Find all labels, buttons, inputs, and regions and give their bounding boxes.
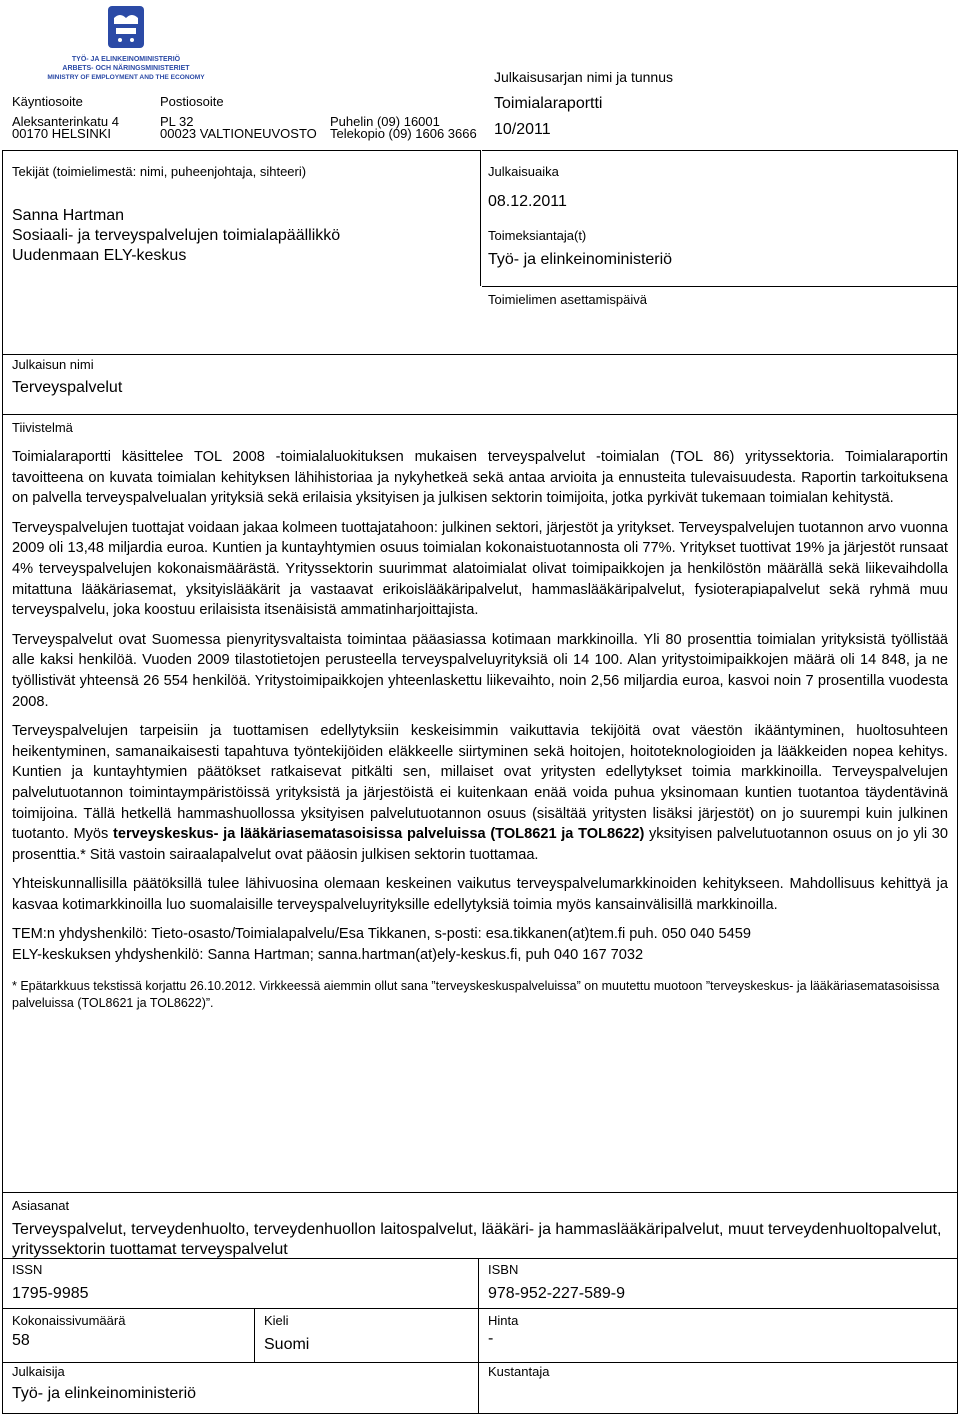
summary-label: Tiivistelmä (12, 420, 73, 435)
issn-value: 1795-9985 (12, 1285, 89, 1302)
price-value: - (488, 1330, 494, 1347)
ministry-logo (26, 4, 226, 84)
postal-box: PL 32 (160, 114, 194, 129)
postal-address-label: Postiosoite (160, 94, 224, 109)
postal-city: 00023 VALTIONEUVOSTO (160, 126, 317, 141)
rule-keywords-top (2, 1192, 958, 1193)
author-org: Uudenmaan ELY-keskus (12, 247, 187, 264)
authors-label: Tekijät (toimielimestä: nimi, puheenjohtaja, sihteeri) (12, 164, 307, 179)
publication-name-value: Terveyspalvelut (12, 379, 123, 396)
author-name: Sanna Hartman (12, 207, 125, 224)
distributor-label: Kustantaja (488, 1364, 550, 1379)
contact-ely: ELY-keskuksen yhdyshenkilö: Sanna Hartman; sanna.hartman(at)ely-keskus.fi, puh 040 167 7032 (12, 947, 644, 964)
commissioner-label: Toimeksiantaja(t) (488, 228, 587, 243)
correction-footnote: * Epätarkkuus tekstissä korjattu 26.10.2012. Virkkeessä aiemmin ollut sana ”terveyskeskuspalveluissa” on muutettu muotoon ”terveyskeskus- ja lääkäriasematasoisissa palveluissa (TOL8621 ja TOL8622)”. (12, 978, 940, 1010)
rule-issn-top (2, 1258, 958, 1259)
rule-summary-top (2, 414, 958, 415)
fax-number: Telekopio (09) 1606 3666 (330, 126, 477, 141)
date-value: 08.12.2011 (488, 193, 567, 210)
commissioner-value: Työ- ja elinkeinoministeriö (488, 251, 673, 268)
logo-line-3: MINISTRY OF EMPLOYMENT AND THE ECONOMY (47, 74, 205, 81)
date-label: Julkaisuaika (488, 164, 559, 179)
summary-paragraph-3: Terveyspalvelut ovat Suomessa pienyritysvaltaista toimintaa pääasiassa kotimaan markkinoilla. Yli 80 prosenttia toimialan yrityksistä työllistää alle kaksi henkilöä. Vuoden 2009 tilastotietojen perusteella terveyspalveluyrityksiä oli 14 100. Alan yritystoimipaikkojen määrä oli 14 848, ja ne työllistivät yhteensä 26 554 henkilöä. Yritystoimipaikkojen yhteenlaskettu liikevaihto, noin 2,56 miljardia euroa, kasvoi noin 7 prosentilla vuodesta 2008. (12, 631, 948, 710)
rule-publisher-top (2, 1362, 958, 1363)
logo-line-1: TYÖ- JA ELINKEINOMINISTERIÖ (71, 56, 181, 63)
rule-appointment-top (482, 286, 958, 287)
visiting-street: Aleksanterinkatu 4 (12, 114, 119, 129)
isbn-value: 978-952-227-589-9 (488, 1285, 625, 1302)
summary-paragraph-4-bold: terveyskeskus- ja lääkäriasematasoisissa palveluissa (TOL8621 ja TOL8622) (113, 826, 645, 843)
visiting-city: 00170 HELSINKI (12, 126, 112, 141)
series-number: 10/2011 (494, 121, 551, 138)
rule-left-edge (2, 150, 3, 354)
summary-paragraph-1: Toimialaraportti käsittelee TOL 2008 -toimialaluokituksen mukaisen terveyspalvelut -toimialan (TOL 86) yrityssektoria. Toimialaraportin tavoitteena on kuvata toimialan kehityksen lähihistoriaa ja nykyhetkeä sekä antaa arvioita ja ennusteita tulevaisuudesta. Raportin tarkoituksena on palvella terveyspalvelualan yrityksiä sekä erilaisia yksityisen ja julkisen sektorin toimijoita, jotka pyrkivät tukemaan toimialan kehitystä. (12, 449, 948, 507)
rule-top-right (482, 150, 958, 151)
author-title: Sosiaali- ja terveyspalvelujen toimialapäällikkö (12, 227, 341, 244)
summary-paragraph-2: Terveyspalvelujen tuottajat voidaan jakaa kolmeen tuottajatahoon: julkinen sektori, järjestöt ja yritykset. Terveyspalvelujen tuotannon arvo vuonna 2009 oli 13,48 miljardia euroa. Kuntien ja kuntayhtymien osuus toimialan kokonaistuotannosta oli 77%. Yritykset tuottivat 19% ja järjestöt runsaat 4% terveyspalvelujen kokonaismäärästä. Yrityssektorin suurimmat alatoimialat olivat toimipaikkojen ja henkilöstön määrällä sekä liikevaihdolla mitattuna lääkäriasemat, yksityislääkärit ja vastaavat erikoislääkäripalvelut, hammaslääkäripalvelut, fysioterapiapalvelut sekä ryhmä muu terveyspalvelu, joka koostuu erilaisista itsenäisistä ammatinharjoittajista. (12, 519, 948, 619)
isbn-label: ISBN (488, 1262, 519, 1277)
ministry-lion-emblem-icon (26, 4, 226, 84)
summary-paragraph-4-end: yksityisen palvelutuotannon osuus on jo yli 30 prosenttia.* Sitä vastoin sairaalapalvelut ovat pääosin julkisen sektorin tuottamaa. (12, 826, 949, 863)
appointment-label: Toimielimen asettamispäivä (488, 292, 647, 307)
phone-number: Puhelin (09) 16001 (330, 114, 440, 129)
price-label: Hinta (488, 1313, 519, 1328)
contact-tem: TEM:n yhdyshenkilö: Tieto-osasto/Toimialapalvelu/Esa Tikkanen, s-posti: esa.tikkanen(at)tem.fi puh. 050 040 5459 (12, 926, 751, 943)
publisher-label: Julkaisija (12, 1364, 65, 1379)
summary-paragraph-4-start: Terveyspalvelujen tarpeisiin ja tuottamisen edellytyksiin keskeisimmin vaikuttavia tekijöitä ovat väestön ikääntyminen, huoltosuhteen heikentyminen, samanaikaisesti tapahtuva työntekijöiden eläkkeelle siirtyminen sekä hoitojen, hoitoteknologioiden ja lääkkeiden nopea kehitys. Kuntien ja kuntayhtymien päätökset ratkaisevat pitkälti sen, millaiset ovat yritysten edellytykset toimia markkinoilla. Terveyspalvelujen palvelutuotannon toimintaympäristöissä yrityksistä ja järjestöistä ei kuitenkaan enää voida puhua yksinomaan kuntien tuotantoa täydentävinä toimijoina. Tällä hetkellä hammashuollossa yksityisen palvelutuotannon osuus (sisältää yritysten lisäksi järjestöt) on jo suurempi kuin julkinen tuotanto. Myös (12, 723, 948, 843)
visiting-address-label: Käyntiosoite (12, 94, 83, 109)
issn-label: ISSN (12, 1262, 43, 1277)
keywords-value: Terveyspalvelut, terveydenhuolto, terveydenhuollon laitospalvelut, lääkäri- ja hammaslääkäripalvelut, muut terveydenhuoltopalvelut, yrityssektorin tuottamat terveyspalvelut (12, 1221, 942, 1258)
pages-label: Kokonaissivumäärä (12, 1313, 126, 1328)
rule-pages-top (2, 1308, 958, 1309)
publisher-value: Työ- ja elinkeinoministeriö (12, 1385, 197, 1402)
rule-bottom (2, 1413, 958, 1414)
rule-pages-divider (254, 1308, 255, 1362)
summary-paragraph-5: Yhteiskunnallisilla päätöksillä tulee lähivuosina olemaan keskeinen vaikutus terveyspalvelumarkkinoiden kehitykseen. Mahdollisuus kehittyä ja kasvaa kotimarkkinoilla luo suomalaisille terveyspalveluyrityksille edellytyksiä toimia myös kansainvälisillä markkinoilla. (12, 876, 948, 913)
rule-right-edge (957, 150, 958, 1414)
series-label: Julkaisusarjan nimi ja tunnus (494, 69, 673, 85)
series-name: Toimialaraportti (494, 95, 603, 112)
rule-top-left (2, 150, 480, 151)
publication-name-label: Julkaisun nimi (12, 357, 94, 372)
summary-paragraph-4 (12, 721, 948, 865)
rule-publication-top (2, 354, 958, 355)
rule-mid-divider (480, 150, 481, 286)
rule-issn-divider (478, 1258, 479, 1414)
language-label: Kieli (264, 1313, 289, 1328)
summary-body (12, 447, 948, 1021)
logo-line-2: ARBETS- OCH NÄRINGSMINISTERIET (62, 65, 190, 72)
rule-left-edge-lower (2, 354, 3, 1414)
language-value: Suomi (264, 1336, 310, 1353)
pages-value: 58 (12, 1332, 30, 1349)
keywords-label: Asiasanat (12, 1198, 70, 1213)
